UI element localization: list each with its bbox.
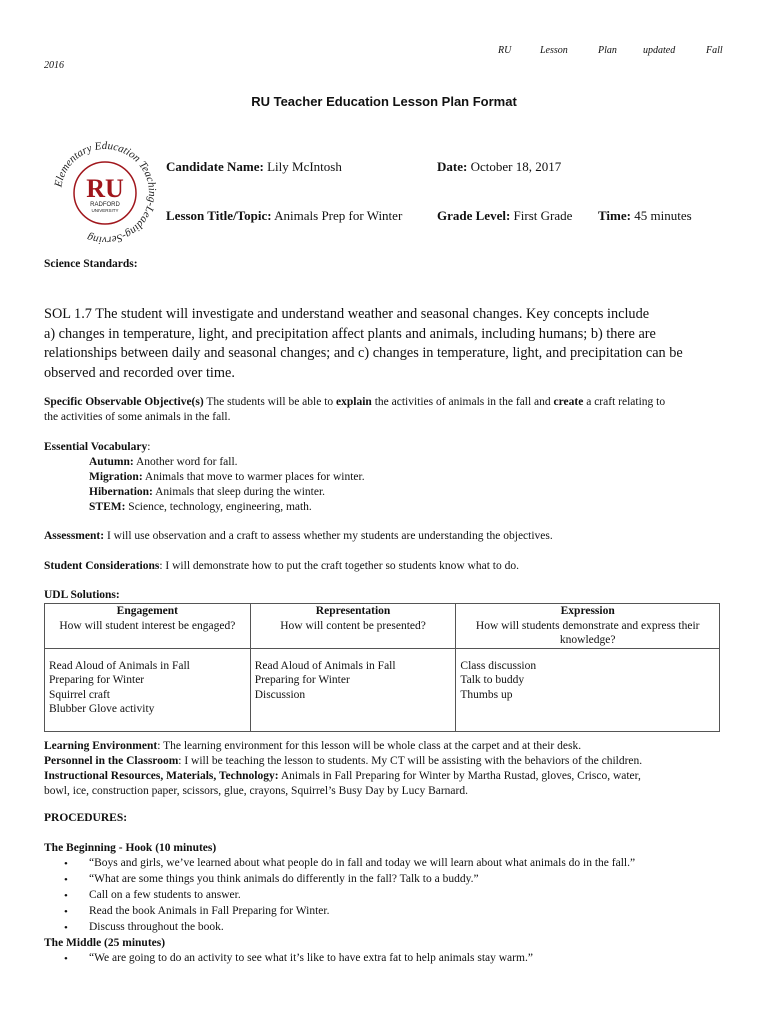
bullet-icon: • — [64, 890, 68, 902]
udl-column-title: Engagement — [116, 605, 179, 617]
udl-body-cell — [456, 648, 720, 731]
assessment-label: Assessment: — [44, 530, 105, 542]
logo-university-2: UNIVERSITY — [91, 208, 119, 213]
vocab-term: STEM: — [89, 501, 126, 513]
procedure-item: “Boys and girls, we’ve learned about what people do in fall and today we will learn about what animals do in the fall.” — [89, 857, 636, 869]
considerations-label: Student Considerations — [44, 560, 160, 572]
sol-line: observed and recorded over time. — [44, 364, 235, 381]
vocab-item — [89, 485, 365, 500]
candidate-value: Lily McIntosh — [267, 159, 342, 174]
vocab-term: Hibernation: — [89, 486, 153, 498]
vocab-item — [89, 470, 365, 485]
date-value: October 18, 2017 — [470, 159, 562, 174]
udl-body-cell — [250, 648, 456, 731]
assessment — [44, 529, 553, 544]
vocab-definition: Animals that move to warmer places for winter. — [142, 471, 365, 483]
topic-value: Animals Prep for Winter — [274, 208, 403, 223]
considerations-text: : I will demonstrate how to put the craft together so students know what to do. — [159, 560, 519, 572]
objective — [44, 395, 734, 425]
middle-label: The Middle (25 minutes) — [44, 937, 166, 949]
student-considerations — [44, 559, 519, 574]
personnel — [44, 754, 642, 769]
environment-text: : The learning environment for this lesson will be whole class at the carpet and at their desk. — [157, 740, 582, 752]
grade-label: Grade Level: — [437, 208, 511, 223]
vocab-term: Autumn: — [89, 456, 134, 468]
document-title: RU Teacher Education Lesson Plan Format — [251, 94, 517, 109]
objective-text: the activities of animals in the fall and — [371, 396, 554, 408]
logo-initials: RU — [86, 174, 124, 203]
procedure-item: Discuss throughout the book. — [89, 921, 224, 933]
beginning-label: The Beginning - Hook (10 minutes) — [44, 842, 217, 854]
learning-environment — [44, 739, 581, 754]
procedure-item: “We are going to do an activity to see what it’s like to have extra fat to help animals stay warm.” — [89, 952, 533, 964]
udl-item: Talk to buddy — [460, 674, 525, 686]
grade-field — [437, 208, 572, 224]
udl-item: Discussion — [254, 688, 306, 701]
header-word: RU — [498, 45, 512, 56]
bullet-icon: • — [64, 874, 68, 886]
date-field — [437, 159, 561, 175]
assessment-text: I will use observation and a craft to assess whether my students are understanding the objectives. — [104, 530, 553, 542]
candidate-label: Candidate Name: — [166, 159, 264, 174]
header-word: Fall — [706, 45, 723, 56]
vocabulary-colon: : — [147, 441, 151, 453]
udl-column-question: How will content be presented? — [280, 619, 426, 632]
objective-keyword: explain — [336, 396, 372, 408]
candidate-name-field — [166, 159, 342, 175]
udl-item: Read Aloud of Animals in Fall — [254, 659, 396, 672]
personnel-text: : I will be teaching the lesson to students. My CT will be assisting with the behaviors of the children. — [178, 755, 643, 767]
logo-university: RADFORD — [90, 202, 120, 208]
objective-text: a craft relating to — [583, 396, 666, 408]
udl-item: Class discussion — [460, 659, 537, 672]
vocabulary-label: Essential Vocabulary — [44, 441, 148, 453]
resources-line2: bowl, ice, construction paper, scissors, glue, crayons, Squirrel’s Busy Day by Lucy Barnard. — [44, 785, 468, 797]
udl-body-cell — [45, 648, 251, 731]
header-word: updated — [643, 45, 676, 56]
sol-line: a) changes in temperature, light, and precipitation affect plants and animals, including humans; b) there are — [44, 325, 656, 342]
vocab-definition: Science, technology, engineering, math. — [125, 501, 312, 513]
running-header — [0, 45, 768, 61]
procedure-item: Read the book Animals in Fall Preparing for Winter. — [89, 905, 330, 917]
udl-column-title: Expression — [560, 605, 615, 617]
environment-label: Learning Environment — [44, 740, 158, 752]
udl-column-title: Representation — [315, 605, 391, 617]
udl-column-question: How will students demonstrate and express their knowledge? — [475, 619, 700, 646]
date-label: Date: — [437, 159, 468, 174]
udl-item: Squirrel craft — [49, 688, 110, 701]
udl-item: Preparing for Winter — [254, 674, 350, 686]
vocabulary-list — [89, 455, 365, 515]
objective-label: Specific Observable Objective(s) — [44, 396, 204, 408]
objective-text: The students will be able to — [203, 396, 337, 408]
resources — [44, 769, 641, 799]
udl-label: UDL Solutions: — [44, 589, 120, 601]
vocab-definition: Animals that sleep during the winter. — [152, 486, 326, 498]
udl-header-cell — [45, 604, 251, 649]
sol-line: SOL 1.7 The student will investigate and understand weather and seasonal changes. Key concepts include — [44, 306, 650, 322]
header-word: Lesson — [540, 45, 568, 56]
time-field — [598, 208, 692, 224]
header-word: Plan — [598, 45, 617, 56]
vocab-term: Migration: — [89, 471, 143, 483]
time-label: Time: — [598, 208, 631, 223]
radford-seal-icon — [52, 140, 158, 246]
procedures-label: PROCEDURES: — [44, 812, 128, 824]
sol-line: relationships between daily and seasonal changes; and c) changes in temperature, light, and precipitation can be — [44, 345, 683, 361]
vocab-definition: Another word for fall. — [133, 456, 238, 468]
udl-item: Blubber Glove activity — [49, 703, 155, 715]
udl-body-row — [45, 648, 720, 731]
udl-item: Preparing for Winter — [49, 674, 145, 686]
header-year: 2016 — [44, 60, 64, 71]
personnel-label: Personnel in the Classroom — [44, 755, 179, 767]
topic-field — [166, 208, 402, 224]
radford-logo — [52, 140, 158, 246]
standards-label: Science Standards: — [44, 258, 138, 270]
logo-ring-text: Elementary Education Teaching-Leading-Serving — [52, 140, 158, 246]
procedure-item: Call on a few students to answer. — [89, 889, 241, 901]
udl-column-question: How will student interest be engaged? — [59, 619, 236, 632]
time-value: 45 minutes — [634, 208, 692, 223]
resources-text: Animals in Fall Preparing for Winter by Martha Rustad, gloves, Crisco, water, — [278, 770, 641, 782]
vocabulary-heading — [44, 440, 150, 455]
udl-item: Read Aloud of Animals in Fall — [49, 659, 190, 672]
procedure-item: “What are some things you think animals do differently in the fall? Talk to a buddy.” — [89, 873, 479, 885]
udl-header-cell — [456, 604, 720, 649]
objective-keyword: create — [553, 396, 584, 408]
udl-header-row — [45, 604, 720, 649]
bullet-icon: • — [64, 906, 68, 918]
udl-table — [44, 603, 720, 732]
grade-value: First Grade — [513, 208, 573, 223]
sol-standard — [44, 305, 734, 383]
objective-line2: the activities of some animals in the fall. — [44, 411, 231, 423]
vocab-item — [89, 455, 365, 470]
bullet-icon: • — [64, 922, 68, 934]
resources-label: Instructional Resources, Materials, Technology: — [44, 770, 279, 782]
vocab-item — [89, 500, 365, 515]
bullet-icon: • — [64, 953, 68, 965]
udl-item: Thumbs up — [460, 688, 513, 701]
bullet-icon: • — [64, 858, 68, 870]
udl-header-cell — [250, 604, 456, 649]
topic-label: Lesson Title/Topic: — [166, 208, 272, 223]
